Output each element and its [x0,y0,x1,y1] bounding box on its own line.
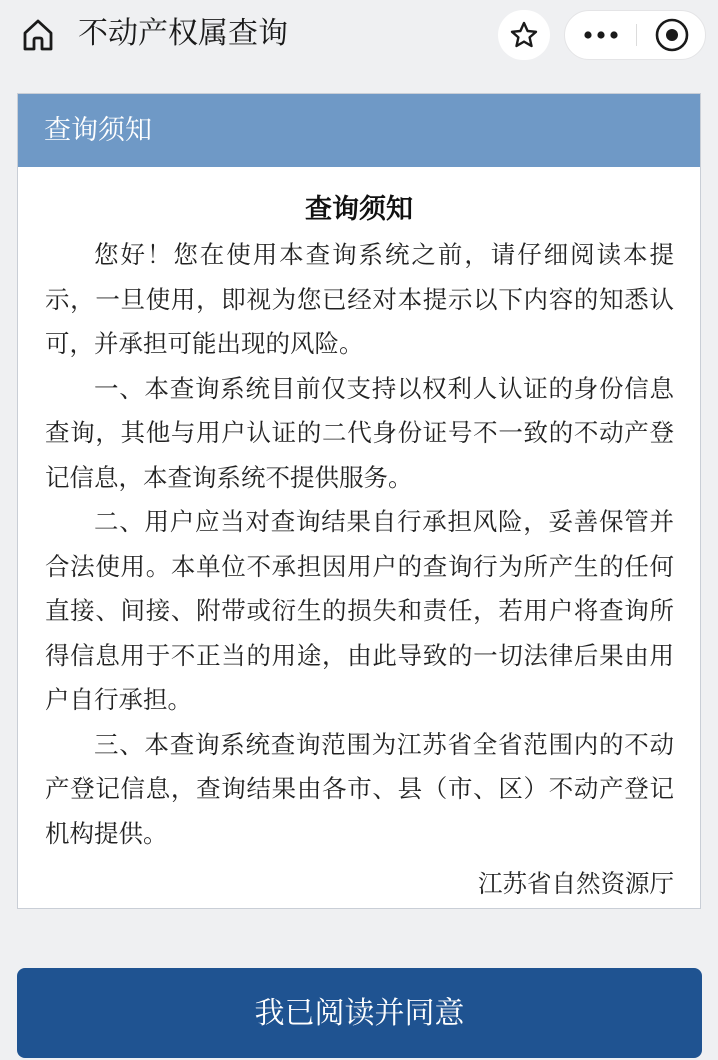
miniapp-capsule [564,10,706,60]
top-bar [0,0,718,68]
notice-panel [17,93,701,909]
favorite-button[interactable] [498,10,550,60]
home-icon[interactable] [20,17,56,53]
signature: 江苏省自然资源厅 [478,869,674,898]
star-icon [509,20,539,50]
notice-paragraph: 您好！您在使用本查询系统之前，请仔细阅读本提示，一旦使用，即视为您已经对本提示以下内容的知悉认可，并承担可能出现的风险。 [45,240,674,358]
notice-paragraph: 二、用户应当对查询结果自行承担风险，妥善保管并合法使用。本单位不承担因用户的查询行为所产生的任何直接、间接、附带或衍生的损失和责任，若用户将查询所得信息用于不正当的用途，由此导致的一切法律后果由用户自行承担。 [45,507,674,714]
close-target-icon [654,17,690,53]
notice-paragraph: 一、本查询系统目前仅支持以权利人认证的身份信息查询，其他与用户认证的二代身份证号不一致的不动产登记信息，本查询系统不提供服务。 [45,373,674,492]
notice-body [18,233,700,856]
more-dots-icon [583,30,619,40]
close-button[interactable] [637,11,707,59]
panel-header: 查询须知 [18,94,700,167]
agree-button[interactable]: 我已阅读并同意 [17,968,702,1058]
notice-title: 查询须知 [305,194,413,225]
more-button[interactable] [565,11,637,59]
page-title: 不动产权属查询 [78,16,288,51]
notice-paragraph: 三、本查询系统查询范围为江苏省全省范围内的不动产登记信息，查询结果由各市、县（市、区）不动产登记机构提供。 [45,729,674,848]
